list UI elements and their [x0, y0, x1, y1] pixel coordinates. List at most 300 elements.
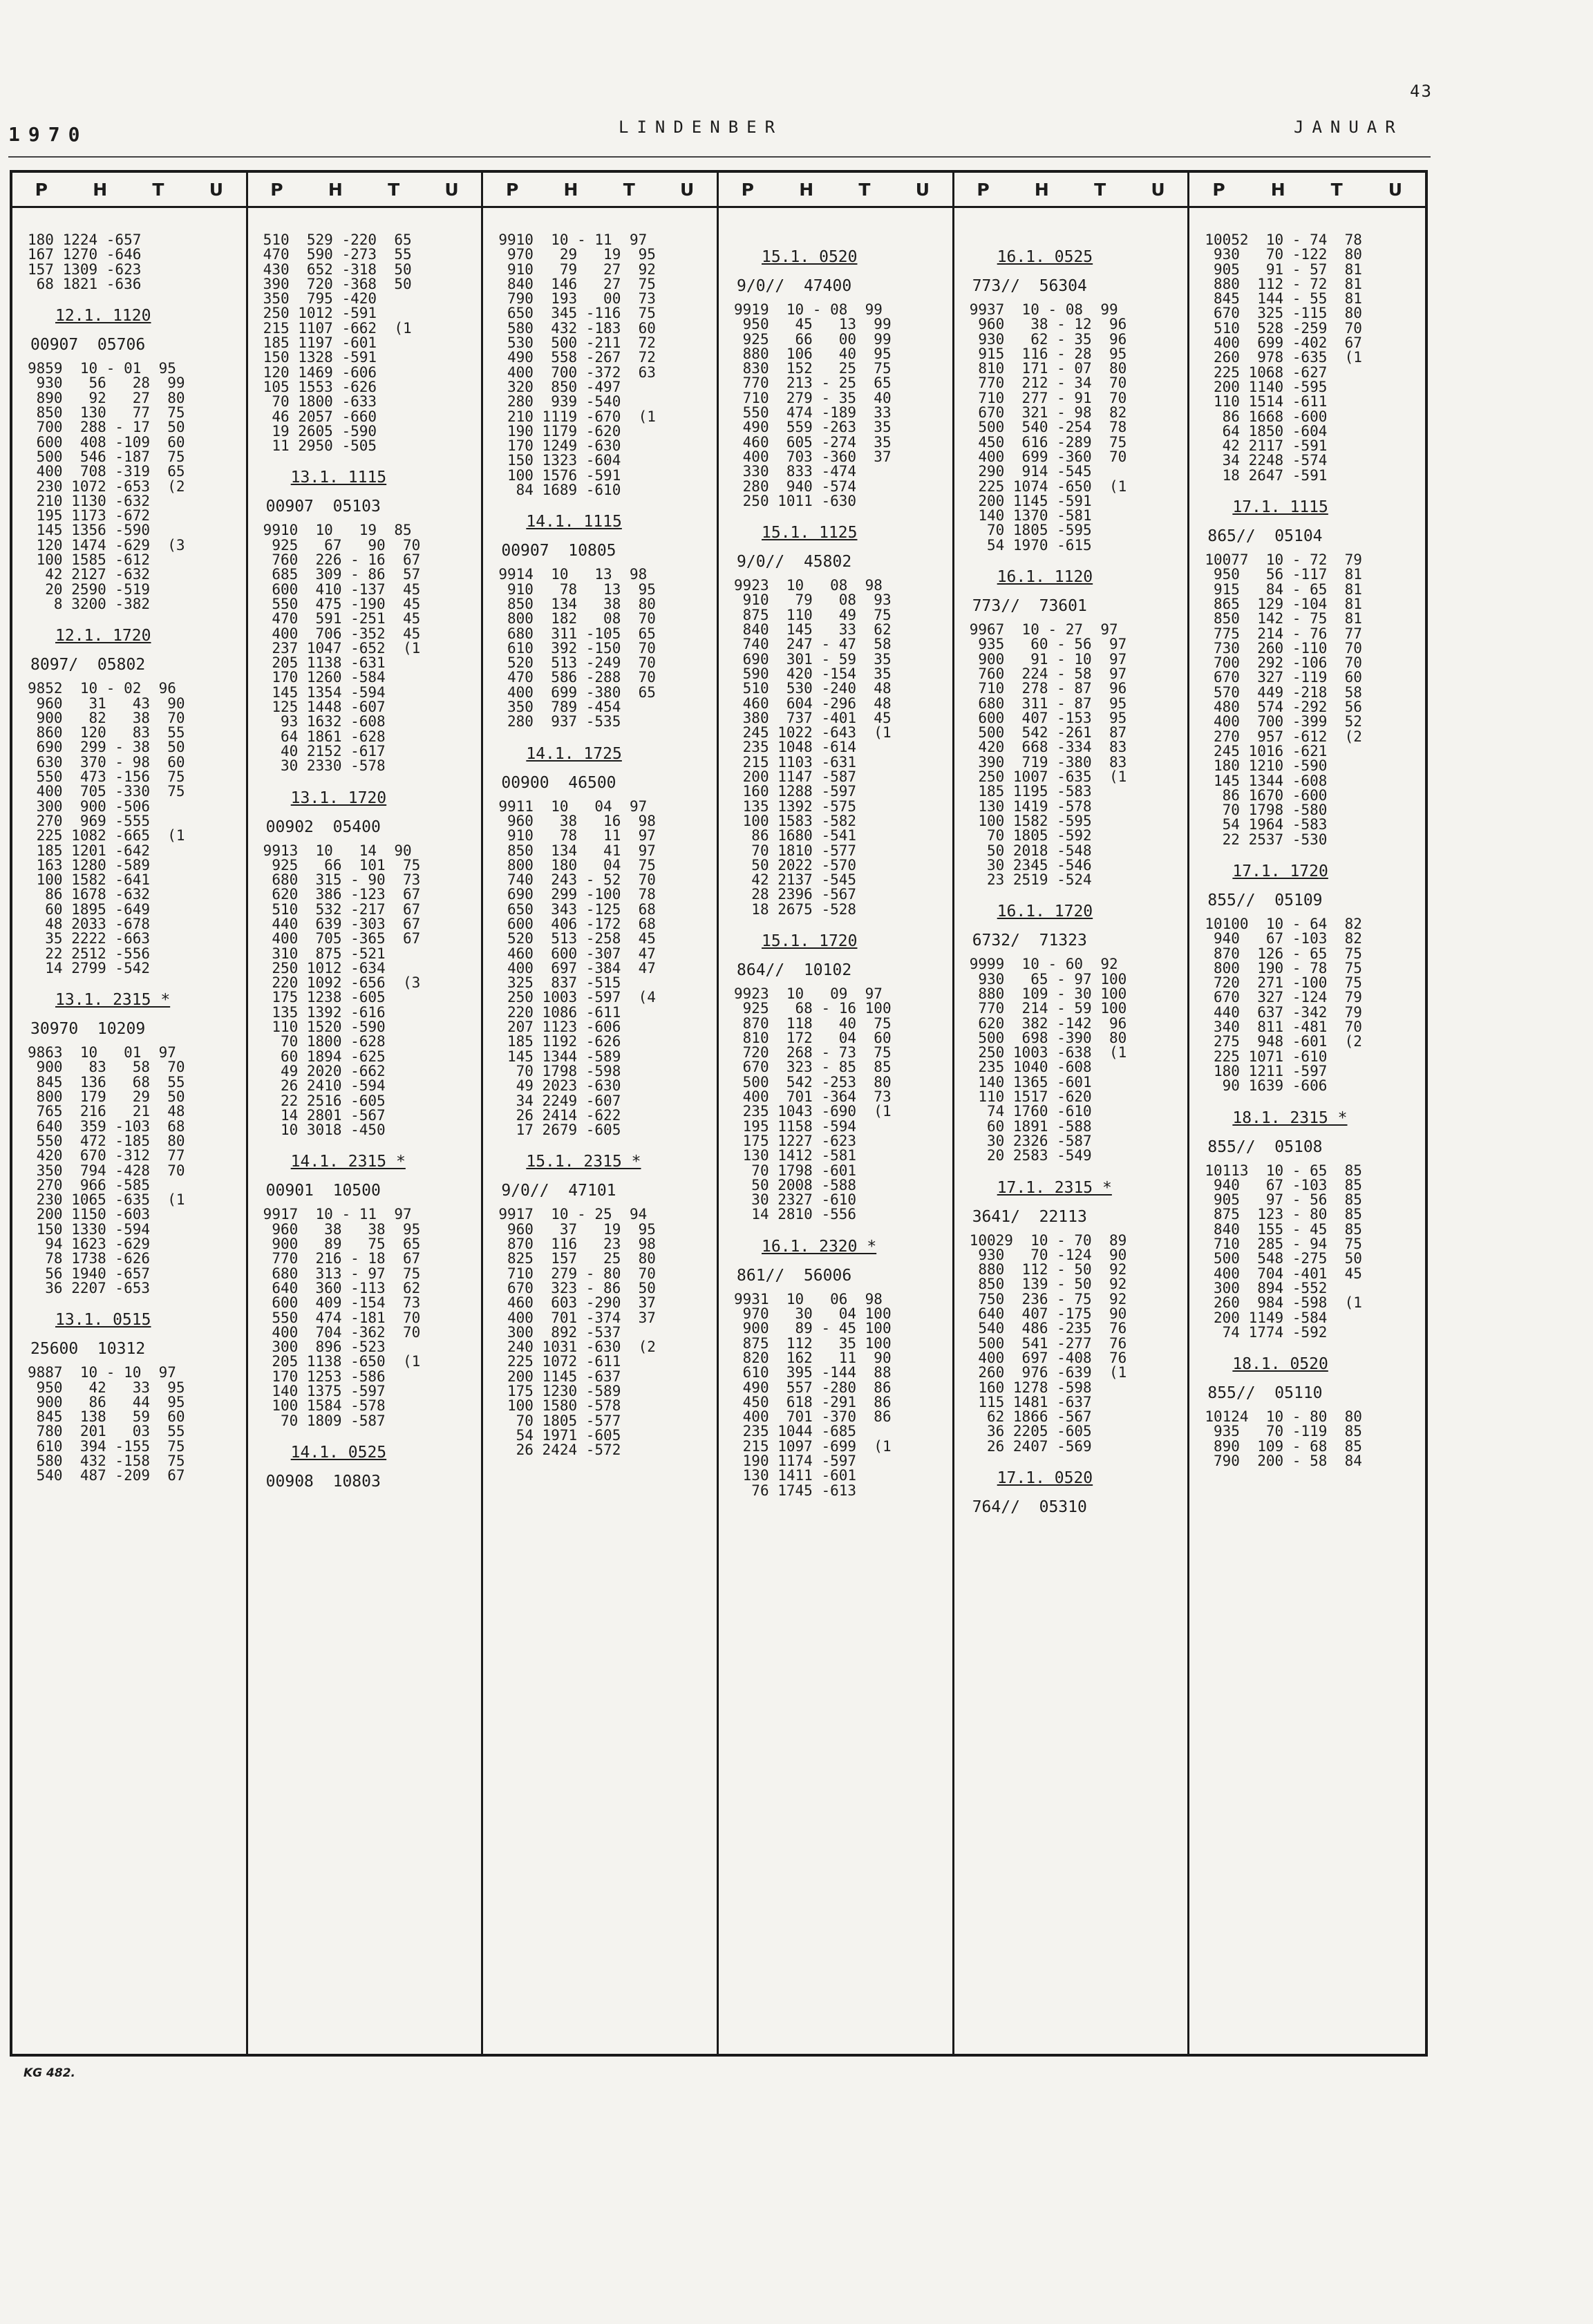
data-row: 14 2799 -542: [28, 959, 151, 976]
data-row: 875 123 - 80 85: [1205, 1206, 1362, 1223]
data-row: 850 139 - 50 92: [969, 1276, 1127, 1293]
data-row: 590 420 -154 35: [734, 665, 892, 682]
column-header: [12, 173, 246, 208]
data-row: 110 1514 -611: [1205, 393, 1328, 410]
data-row: 810 171 - 07 80: [969, 360, 1127, 377]
data-row: 380 737 -401 45: [734, 709, 892, 726]
data-row: 130 1412 -581: [734, 1147, 857, 1164]
data-row: 35 2222 -663: [28, 930, 151, 947]
data-row: 440 637 -342 79: [1205, 1003, 1362, 1021]
observation-code: 9/0// 45802: [737, 553, 852, 571]
data-row: 70 1805 -577: [498, 1412, 621, 1429]
data-row: 840 155 - 45 85: [1205, 1220, 1362, 1238]
data-row: 400 699 -402 67: [1205, 334, 1362, 352]
data-row: 235 1044 -685: [734, 1423, 857, 1440]
data-row: 74 1774 -592: [1205, 1323, 1328, 1341]
data-row: 610 395 -144 88: [734, 1364, 892, 1381]
data-row: 250 1003 -638 (1: [969, 1044, 1127, 1061]
block-gap: [1205, 1094, 1418, 1101]
data-row: 145 1344 -589: [498, 1048, 621, 1065]
data-row: 225 1072 -611: [498, 1353, 621, 1370]
data-row: 9914 10 13 98: [498, 566, 648, 583]
data-row: 60 1894 -625: [263, 1048, 386, 1065]
data-row: 46 2057 -660: [263, 408, 377, 425]
data-row: 70 1809 -587: [263, 1412, 386, 1429]
data-row: 490 557 -280 86: [734, 1379, 892, 1396]
column-header: [1189, 173, 1425, 208]
data-row: 870 126 - 65 75: [1205, 945, 1362, 962]
block-gap: [734, 233, 945, 240]
data-row: 810 172 04 60: [734, 1029, 892, 1046]
data-row: 720 271 -100 75: [1205, 974, 1362, 992]
data-row: 9923 10 08 98: [734, 577, 883, 594]
data-row: 100 1585 -612: [28, 551, 151, 569]
data-row: 160 1288 -597: [734, 783, 857, 800]
observation-date-time: 14.1. 2315 *: [290, 1153, 406, 1171]
observation-code: 30970 10209: [30, 1020, 146, 1039]
data-row: 9859 10 - 01 95: [28, 360, 176, 377]
observation-code: 773// 73601: [972, 597, 1087, 616]
data-row: 145 1356 -590: [28, 522, 151, 539]
data-row: 400 697 -384 47: [498, 959, 656, 976]
data-row: 510 530 -240 48: [734, 680, 892, 697]
data-row: 550 474 -189 33: [734, 404, 892, 422]
observation-code: 00907 05103: [265, 498, 381, 516]
observation-date-time: 17.1. 1115: [1232, 498, 1328, 517]
data-row: 325 837 -515: [498, 974, 621, 992]
block-gap: [498, 498, 710, 504]
data-row: 270 957 -612 (2: [1205, 728, 1362, 745]
data-row: 70 1805 -595: [969, 522, 1092, 539]
data-row: 54 1964 -583: [1205, 816, 1328, 833]
data-row: 190 1179 -620: [498, 422, 621, 440]
data-row: 740 247 - 47 58: [734, 636, 892, 653]
data-row: 390 720 -368 50: [263, 275, 412, 292]
observation-code: 9/0// 47101: [501, 1182, 616, 1200]
data-row: 70 1805 -592: [969, 827, 1092, 844]
column-header-label: P: [977, 179, 990, 200]
data-row: 960 38 38 95: [263, 1220, 421, 1238]
data-row: 26 2410 -594: [263, 1077, 386, 1095]
data-row: 140 1375 -597: [263, 1383, 386, 1399]
data-row: 49 2020 -662: [263, 1062, 386, 1079]
data-row: 9923 10 09 97: [734, 985, 883, 1002]
data-row: 200 1145 -637: [498, 1368, 621, 1385]
data-row: 250 1003 -597 (4: [498, 989, 656, 1006]
observation-date-time: 13.1. 1115: [290, 469, 387, 487]
data-row: 22 2537 -530: [1205, 831, 1328, 848]
column-header-label: H: [1270, 179, 1285, 200]
data-row: 870 118 40 75: [734, 1014, 892, 1032]
data-row: 935 60 - 56 97: [969, 636, 1127, 653]
data-row: 62 1866 -567: [969, 1408, 1092, 1426]
data-row: 580 432 -158 75: [28, 1453, 185, 1469]
data-row: 490 559 -263 35: [734, 419, 892, 436]
data-row: 400 705 -330 75: [28, 783, 185, 800]
data-row: 970 30 04 100: [734, 1305, 892, 1323]
data-row: 650 343 -125 68: [498, 900, 656, 918]
data-row: 34 2249 -607: [498, 1092, 621, 1109]
data-row: 400 704 -362 70: [263, 1323, 421, 1341]
data-row: 520 513 -249 70: [498, 654, 656, 672]
data-row: 8 3200 -382: [28, 595, 151, 612]
data-row: 780 201 03 55: [28, 1423, 185, 1440]
data-row: 910 79 27 92: [498, 261, 656, 278]
data-row: 260 978 -635 (1: [1205, 349, 1362, 366]
observation-date-time: 12.1. 1720: [55, 627, 151, 645]
data-row: 18 2675 -528: [734, 900, 857, 918]
data-row: 690 299 -100 78: [498, 886, 656, 903]
data-row: 200 1147 -587: [734, 768, 857, 786]
header-rule: [8, 156, 1431, 158]
observation-code: 00907 05706: [30, 336, 146, 355]
data-row: 10052 10 - 74 78: [1205, 232, 1362, 248]
data-row: 10077 10 - 72 79: [1205, 551, 1362, 569]
data-row: 400 700 -372 63: [498, 363, 656, 381]
observation-code: 00908 10803: [265, 1472, 381, 1491]
data-row: 400 701 -364 73: [734, 1088, 892, 1106]
data-row: 130 1411 -601: [734, 1467, 857, 1484]
year-label: 1970: [8, 123, 88, 146]
data-row: 275 948 -601 (2: [1205, 1033, 1362, 1050]
data-row: 670 327 -119 60: [1205, 669, 1362, 686]
block-gap: [970, 1164, 1181, 1171]
data-row: 550 475 -190 45: [263, 595, 421, 612]
data-row: 76 1745 -613: [734, 1482, 857, 1499]
data-row: 670 323 - 85 85: [734, 1059, 892, 1076]
data-row: 9999 10 - 60 92: [969, 956, 1118, 973]
observation-date-time: 14.1. 1115: [526, 513, 622, 531]
observation-date-time: 18.1. 2315 *: [1232, 1108, 1348, 1127]
block-gap: [1205, 1340, 1418, 1347]
data-row: 250 1012 -634: [263, 959, 386, 976]
data-row: 740 243 - 52 70: [498, 871, 656, 889]
data-row: 125 1448 -607: [263, 699, 386, 716]
data-row: 670 327 -124 79: [1205, 989, 1362, 1006]
data-row: 960 38 16 98: [498, 812, 656, 829]
column-header-label: U: [444, 179, 459, 200]
data-row: 825 157 25 80: [498, 1250, 656, 1267]
data-row: 60 1895 -649: [28, 900, 151, 918]
column-header: [483, 173, 717, 208]
data-row: 105 1553 -626: [263, 378, 377, 395]
data-row: 930 65 - 97 100: [969, 970, 1127, 988]
data-row: 400 700 -399 52: [1205, 713, 1362, 730]
observation-date-time: 16.1. 1720: [997, 903, 1093, 921]
data-row: 237 1047 -652 (1: [263, 639, 421, 656]
data-row: 490 558 -267 72: [498, 349, 656, 366]
data-row: 70 1798 -598: [498, 1062, 621, 1079]
observation-code: 864// 10102: [737, 961, 852, 979]
data-row: 270 969 -555: [28, 812, 151, 829]
data-row: 670 321 - 98 82: [969, 404, 1127, 422]
data-row: 120 1474 -629 (3: [28, 536, 185, 554]
data-row: 9887 10 - 10 97: [28, 1364, 176, 1381]
data-row: 167 1270 -646: [28, 246, 142, 263]
data-row: 710 277 - 91 70: [969, 389, 1127, 406]
data-row: 30 2345 -546: [969, 856, 1092, 873]
data-row: 600 408 -109 60: [28, 433, 185, 451]
data-row: 610 394 -155 75: [28, 1437, 185, 1455]
data-row: 290 914 -545: [969, 463, 1092, 480]
data-row: 510 528 -259 70: [1205, 319, 1362, 337]
data-row: 175 1227 -623: [734, 1132, 857, 1149]
data-row: 9917 10 - 11 97: [263, 1206, 412, 1223]
data-row: 235 1043 -690 (1: [734, 1103, 892, 1120]
data-row: 42 2137 -545: [734, 871, 857, 889]
data-row: 26 2407 -569: [969, 1437, 1092, 1455]
data-row: 230 1072 -653 (2: [28, 478, 185, 495]
data-row: 840 146 27 75: [498, 275, 656, 292]
data-row: 960 38 - 12 96: [969, 316, 1127, 333]
data-row: 130 1419 -578: [969, 797, 1092, 815]
column-header-label: T: [1330, 179, 1343, 200]
data-row: 915 84 - 65 81: [1205, 580, 1362, 598]
data-row: 905 97 - 56 85: [1205, 1191, 1362, 1209]
data-row: 845 144 - 55 81: [1205, 290, 1362, 308]
column-header-label: H: [93, 179, 108, 200]
data-row: 860 120 83 55: [28, 724, 185, 741]
data-row: 850 134 38 80: [498, 595, 656, 612]
data-row: 400 701 -374 37: [498, 1309, 656, 1326]
block-gap: [1205, 847, 1418, 854]
data-row: 875 112 35 100: [734, 1334, 892, 1352]
data-row: 760 224 - 58 97: [969, 665, 1127, 682]
data-row: 910 78 11 97: [498, 827, 656, 844]
data-row: 205 1138 -631: [263, 654, 386, 672]
observation-code: 861// 56006: [737, 1266, 852, 1285]
data-row: 300 900 -506: [28, 797, 151, 815]
data-row: 180 1224 -657: [28, 232, 142, 248]
data-row: 600 407 -153 95: [969, 709, 1127, 726]
data-row: 690 301 - 59 35: [734, 650, 892, 668]
data-row: 135 1392 -575: [734, 797, 857, 815]
data-row: 150 1328 -591: [263, 349, 377, 366]
data-row: 940 67 -103 82: [1205, 930, 1362, 947]
data-row: 185 1201 -642: [28, 842, 151, 859]
data-row: 865 129 -104 81: [1205, 595, 1362, 612]
column-header-label: P: [505, 179, 519, 200]
data-row: 260 984 -598 (1: [1205, 1294, 1362, 1312]
data-row: 48 2033 -678: [28, 915, 151, 932]
data-row: 23 2519 -524: [969, 871, 1092, 889]
data-row: 135 1392 -616: [263, 1003, 386, 1021]
data-row: 845 138 59 60: [28, 1408, 185, 1426]
data-row: 170 1260 -584: [263, 669, 386, 686]
observation-code: 855// 05109: [1207, 891, 1323, 909]
data-row: 460 604 -296 48: [734, 695, 892, 712]
data-row: 930 56 28 99: [28, 375, 185, 392]
data-row: 770 216 - 18 67: [263, 1250, 421, 1267]
data-row: 280 940 -574: [734, 478, 857, 495]
table-column: [248, 173, 484, 2054]
data-row: 100 1583 -582: [734, 812, 857, 829]
data-row: 145 1354 -594: [263, 683, 386, 701]
data-row: 905 91 - 57 81: [1205, 261, 1362, 278]
block-gap: [734, 1222, 945, 1229]
data-row: 250 1012 -591: [263, 305, 377, 322]
data-row: 925 68 - 16 100: [734, 1000, 892, 1017]
data-row: 34 2248 -574: [1205, 452, 1328, 469]
data-row: 94 1623 -629: [28, 1236, 151, 1253]
data-row: 240 1031 -630 (2: [498, 1339, 656, 1356]
data-row: 90 1639 -606: [1205, 1077, 1328, 1095]
column-header-label: T: [623, 179, 635, 200]
data-row: 400 703 -360 37: [734, 448, 892, 465]
data-row: 770 212 - 34 70: [969, 375, 1127, 392]
data-row: 70 1800 -633: [263, 393, 377, 410]
data-row: 140 1370 -581: [969, 507, 1092, 525]
data-row: 145 1344 -608: [1205, 772, 1328, 789]
data-row: 220 1086 -611: [498, 1003, 621, 1021]
data-row: 540 486 -235 76: [969, 1320, 1127, 1337]
observation-date-time: 12.1. 1120: [55, 307, 151, 325]
observation-code: 8097/ 05802: [30, 656, 146, 674]
data-row: 9910 10 19 85: [263, 522, 412, 539]
column-header: [719, 173, 952, 208]
data-row: 680 315 - 90 73: [263, 871, 421, 889]
data-row: 280 937 -535: [498, 713, 621, 730]
data-row: 500 542 -253 80: [734, 1073, 892, 1090]
observation-date-time: 15.1. 1720: [762, 932, 858, 950]
data-row: 400 706 -352 45: [263, 625, 421, 642]
data-row: 22 2512 -556: [28, 945, 151, 962]
data-row: 800 190 - 78 75: [1205, 959, 1362, 976]
data-row: 150 1330 -594: [28, 1220, 151, 1238]
data-row: 74 1760 -610: [969, 1103, 1092, 1120]
data-row: 9911 10 04 97: [498, 797, 648, 815]
data-row: 330 833 -474: [734, 463, 857, 480]
observation-code: 25600 10312: [30, 1340, 146, 1359]
data-row: 93 1632 -608: [263, 713, 386, 730]
data-row: 215 1103 -631: [734, 753, 857, 771]
column-header-label: P: [1212, 179, 1225, 200]
data-row: 930 70 -124 90: [969, 1246, 1127, 1263]
observation-date-time: 13.1. 0515: [55, 1311, 151, 1330]
data-row: 500 548 -275 50: [1205, 1250, 1362, 1267]
data-row: 70 1810 -577: [734, 842, 857, 859]
data-row: 157 1309 -623: [28, 261, 142, 278]
column-header-label: U: [209, 179, 224, 200]
data-row: 10100 10 - 64 82: [1205, 915, 1362, 932]
data-row: 64 1861 -628: [263, 728, 386, 745]
data-row: 190 1174 -597: [734, 1453, 857, 1469]
data-row: 26 2424 -572: [498, 1442, 621, 1459]
data-row: 84 1689 -610: [498, 482, 621, 499]
data-row: 9917 10 - 25 94: [498, 1206, 648, 1223]
data-row: 690 299 - 38 50: [28, 739, 185, 756]
observation-date-time: 13.1. 1720: [290, 788, 387, 807]
data-row: 400 705 -365 67: [263, 930, 421, 947]
data-row: 400 699 -360 70: [969, 448, 1127, 465]
data-row: 100 1576 -591: [498, 466, 621, 484]
block-gap: [263, 1137, 475, 1144]
data-row: 790 200 - 58 84: [1205, 1453, 1362, 1469]
data-row: 170 1253 -586: [263, 1368, 386, 1385]
observation-code: 764// 05310: [972, 1498, 1087, 1516]
column-header: [954, 173, 1188, 208]
data-row: 185 1197 -601: [263, 334, 377, 352]
table-column: [483, 173, 719, 2054]
data-row: 850 142 - 75 81: [1205, 610, 1362, 627]
data-row: 200 1145 -591: [969, 492, 1092, 509]
data-row: 140 1365 -601: [969, 1073, 1092, 1090]
data-row: 550 474 -181 70: [263, 1309, 421, 1326]
observation-date-time: 14.1. 0525: [290, 1443, 387, 1462]
data-row: 730 260 -110 70: [1205, 639, 1362, 656]
column-header-label: P: [741, 179, 754, 200]
data-row: 42 2127 -632: [28, 566, 151, 583]
data-row: 49 2023 -630: [498, 1077, 621, 1095]
data-row: 350 795 -420: [263, 290, 377, 308]
data-row: 9931 10 06 98: [734, 1290, 883, 1307]
observation-date-time: 18.1. 0520: [1232, 1355, 1328, 1374]
observation-code: 00907 10805: [501, 542, 616, 560]
data-row: 640 360 -113 62: [263, 1279, 421, 1296]
data-row: 100 1584 -578: [263, 1397, 386, 1415]
data-row: 510 532 -217 67: [263, 900, 421, 918]
data-row: 9852 10 - 02 96: [28, 680, 176, 697]
data-row: 100 1582 -595: [969, 812, 1092, 829]
data-row: 9863 10 01 97: [28, 1044, 176, 1061]
data-row: 900 83 58 70: [28, 1059, 185, 1076]
data-row: 460 600 -307 47: [498, 945, 656, 962]
data-row: 70 1798 -601: [734, 1162, 857, 1179]
data-row: 60 1891 -588: [969, 1117, 1092, 1135]
data-row: 400 701 -370 86: [734, 1408, 892, 1426]
column-header-label: P: [35, 179, 48, 200]
observation-code: 9/0// 47400: [737, 277, 852, 295]
data-row: 110 1517 -620: [969, 1088, 1092, 1106]
data-row: 70 1798 -580: [1205, 802, 1328, 819]
data-row: 940 67 -103 85: [1205, 1176, 1362, 1193]
data-row: 700 288 - 17 50: [28, 419, 185, 436]
data-row: 20 2590 -519: [28, 580, 151, 598]
month-label: JANUAR: [1294, 117, 1404, 137]
observation-date-time: 13.1. 2315 *: [55, 991, 171, 1010]
data-row: 600 410 -137 45: [263, 580, 421, 598]
block-gap: [734, 509, 945, 516]
block-gap: [28, 612, 239, 618]
data-row: 680 313 - 97 75: [263, 1265, 421, 1282]
data-row: 350 794 -428 70: [28, 1162, 185, 1179]
column-header-label: H: [563, 179, 578, 200]
data-row: 340 811 -481 70: [1205, 1019, 1362, 1036]
block-gap: [970, 233, 1181, 240]
data-row: 68 1821 -636: [28, 275, 142, 292]
data-row: 550 472 -185 80: [28, 1132, 185, 1149]
data-row: 200 1140 -595: [1205, 378, 1328, 395]
observation-date-time: 16.1. 2320 *: [762, 1237, 877, 1256]
data-row: 225 1082 -665 (1: [28, 827, 185, 844]
data-row: 207 1123 -606: [498, 1019, 621, 1036]
observation-code: 00901 10500: [265, 1182, 381, 1200]
data-row: 770 214 - 59 100: [969, 1000, 1127, 1017]
data-row: 960 37 19 95: [498, 1220, 656, 1238]
data-row: 650 345 -116 75: [498, 305, 656, 322]
data-row: 890 109 - 68 85: [1205, 1437, 1362, 1455]
data-row: 500 546 -187 75: [28, 448, 185, 465]
data-row: 580 432 -183 60: [498, 319, 656, 337]
data-row: 245 1016 -621: [1205, 742, 1328, 759]
data-row: 925 66 00 99: [734, 330, 892, 348]
data-row: 300 896 -523: [263, 1339, 386, 1356]
data-row: 400 708 -319 65: [28, 463, 185, 480]
observation-code: 855// 05108: [1207, 1137, 1323, 1156]
block-gap: [28, 1296, 239, 1303]
column-header-label: U: [915, 179, 930, 200]
data-row: 900 86 44 95: [28, 1393, 185, 1410]
